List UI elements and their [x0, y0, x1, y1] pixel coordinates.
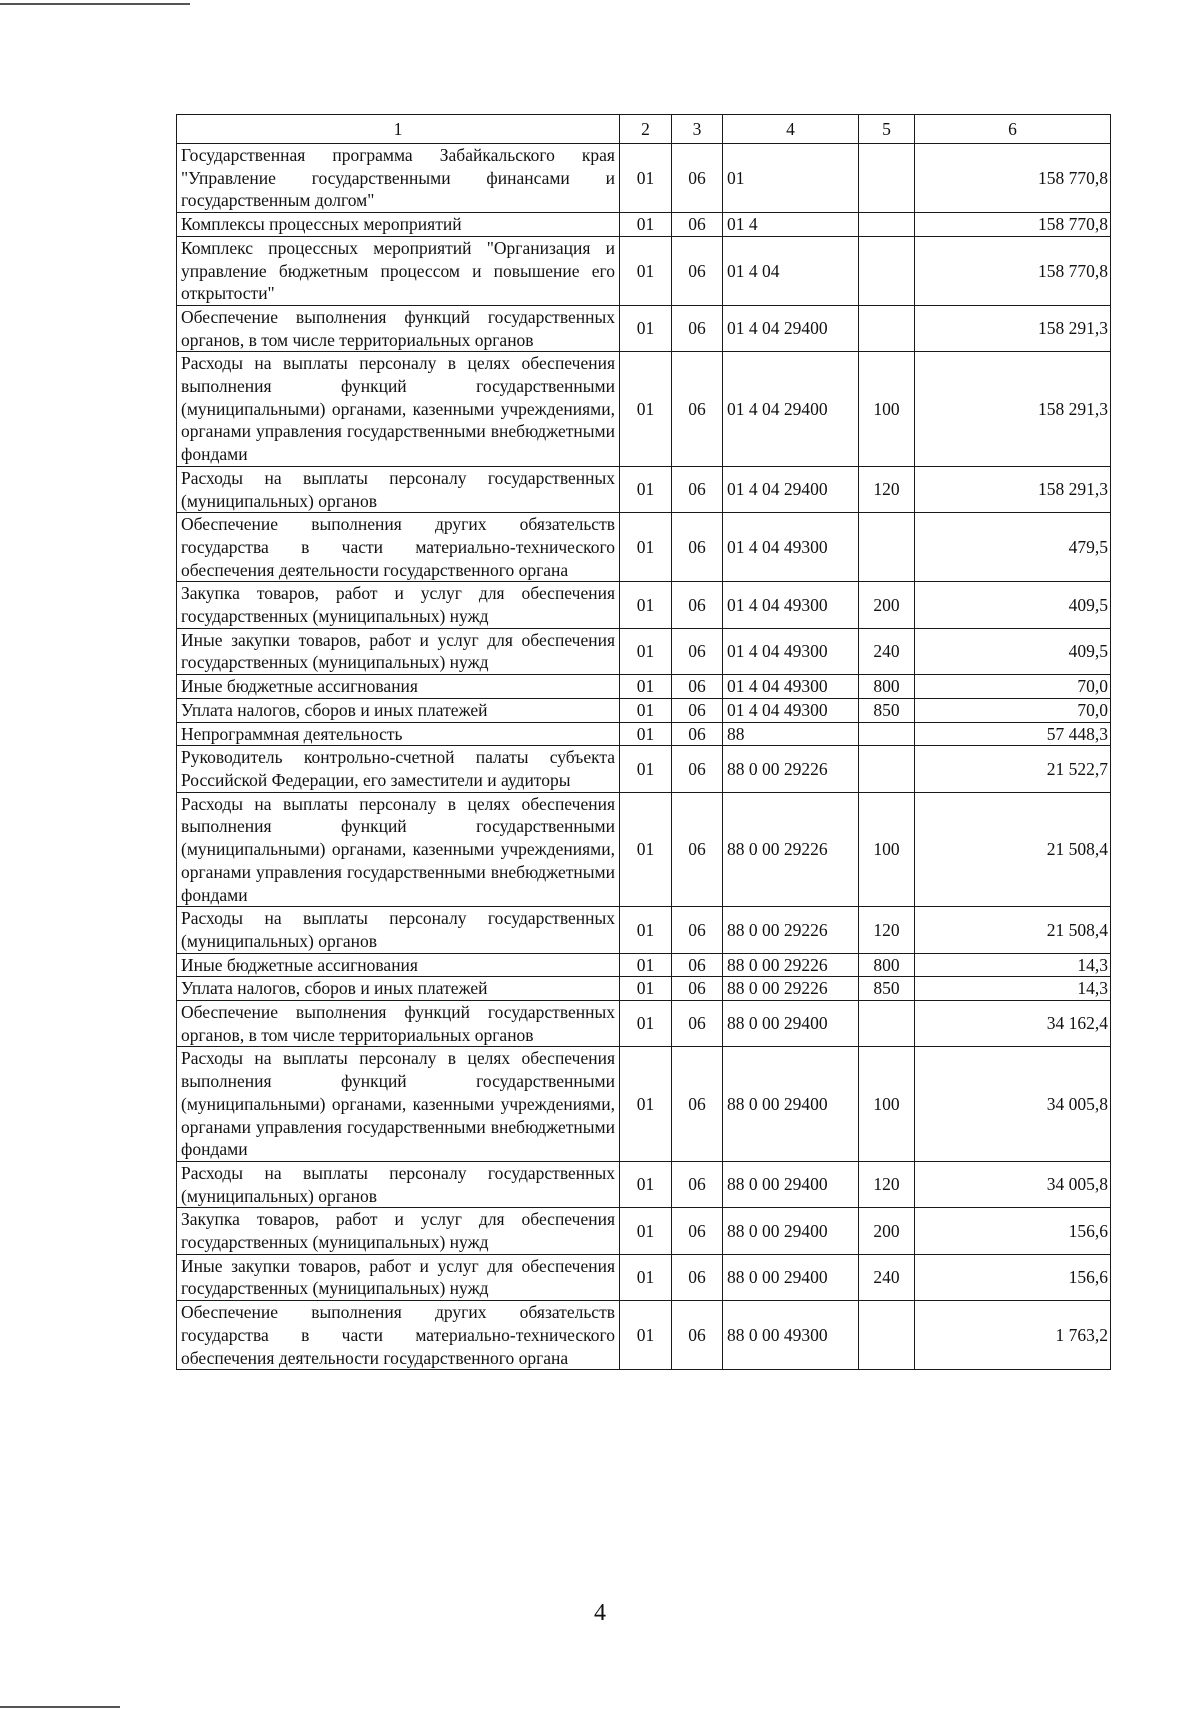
row-section-cell: 01 — [620, 352, 672, 467]
row-expense-type-cell: 200 — [859, 582, 915, 628]
row-target-article-cell: 01 — [723, 144, 859, 213]
row-amount-cell: 21 522,7 — [915, 746, 1111, 792]
row-section-cell: 01 — [620, 907, 672, 953]
table-row — [177, 953, 1111, 977]
row-subsection-cell: 06 — [672, 953, 723, 977]
row-amount-cell: 70,0 — [915, 675, 1111, 699]
row-expense-type-cell — [859, 213, 915, 237]
header-col-2: 2 — [620, 115, 672, 144]
row-section-cell: 01 — [620, 236, 672, 305]
row-amount-cell: 156,6 — [915, 1254, 1111, 1300]
table-row — [177, 1208, 1111, 1254]
row-amount-cell: 14,3 — [915, 977, 1111, 1001]
row-expense-type-cell: 200 — [859, 1208, 915, 1254]
row-expense-type-cell: 100 — [859, 792, 915, 907]
row-target-article-cell: 01 4 04 49300 — [723, 513, 859, 582]
row-subsection-cell: 06 — [672, 582, 723, 628]
row-subsection-cell: 06 — [672, 513, 723, 582]
table-row — [177, 582, 1111, 628]
row-amount-cell: 1 763,2 — [915, 1301, 1111, 1370]
row-target-article-cell: 88 0 00 49300 — [723, 1301, 859, 1370]
row-subsection-cell: 06 — [672, 628, 723, 674]
row-name-cell: Закупка товаров, работ и услуг для обеспечения государственных (муниципальных) нужд — [177, 582, 620, 628]
header-col-4: 4 — [723, 115, 859, 144]
row-name-cell: Иные бюджетные ассигнования — [177, 953, 620, 977]
table-row — [177, 466, 1111, 512]
row-expense-type-cell: 800 — [859, 675, 915, 699]
table-row — [177, 977, 1111, 1001]
row-amount-cell: 158 291,3 — [915, 466, 1111, 512]
row-section-cell: 01 — [620, 628, 672, 674]
row-target-article-cell: 88 0 00 29400 — [723, 1161, 859, 1207]
row-name-cell: Уплата налогов, сборов и иных платежей — [177, 698, 620, 722]
row-section-cell: 01 — [620, 746, 672, 792]
row-amount-cell: 409,5 — [915, 582, 1111, 628]
row-expense-type-cell: 100 — [859, 352, 915, 467]
row-expense-type-cell: 850 — [859, 698, 915, 722]
row-subsection-cell: 06 — [672, 305, 723, 351]
row-name-cell: Расходы на выплаты персоналу в целях обеспечения выполнения функций государственными (муниципальными) органами, казенными учреждениями, органами управления государственными внебюджетными фондами — [177, 1047, 620, 1162]
row-section-cell: 01 — [620, 513, 672, 582]
row-target-article-cell: 01 4 04 49300 — [723, 698, 859, 722]
row-amount-cell: 158 770,8 — [915, 213, 1111, 237]
row-subsection-cell: 06 — [672, 1161, 723, 1207]
row-amount-cell: 34 162,4 — [915, 1001, 1111, 1047]
row-section-cell: 01 — [620, 1001, 672, 1047]
table-row — [177, 907, 1111, 953]
row-name-cell: Расходы на выплаты персоналу государственных (муниципальных) органов — [177, 907, 620, 953]
row-section-cell: 01 — [620, 582, 672, 628]
table-row — [177, 1301, 1111, 1370]
row-expense-type-cell: 120 — [859, 1161, 915, 1207]
row-expense-type-cell — [859, 144, 915, 213]
row-target-article-cell: 88 0 00 29226 — [723, 792, 859, 907]
row-section-cell: 01 — [620, 698, 672, 722]
row-expense-type-cell: 240 — [859, 1254, 915, 1300]
row-name-cell: Обеспечение выполнения функций государственных органов, в том числе территориальных органов — [177, 305, 620, 351]
row-name-cell: Закупка товаров, работ и услуг для обеспечения государственных (муниципальных) нужд — [177, 1208, 620, 1254]
row-expense-type-cell — [859, 722, 915, 746]
table-row — [177, 1047, 1111, 1162]
row-section-cell: 01 — [620, 213, 672, 237]
row-subsection-cell: 06 — [672, 1047, 723, 1162]
row-subsection-cell: 06 — [672, 907, 723, 953]
row-expense-type-cell — [859, 305, 915, 351]
row-amount-cell: 34 005,8 — [915, 1161, 1111, 1207]
row-section-cell: 01 — [620, 1254, 672, 1300]
row-target-article-cell: 01 4 04 29400 — [723, 305, 859, 351]
table-row — [177, 792, 1111, 907]
row-name-cell: Иные закупки товаров, работ и услуг для обеспечения государственных (муниципальных) нужд — [177, 1254, 620, 1300]
row-name-cell: Расходы на выплаты персоналу государственных (муниципальных) органов — [177, 466, 620, 512]
row-subsection-cell: 06 — [672, 746, 723, 792]
row-target-article-cell: 01 4 04 29400 — [723, 352, 859, 467]
row-section-cell: 01 — [620, 1208, 672, 1254]
header-col-6: 6 — [915, 115, 1111, 144]
row-name-cell: Руководитель контрольно-счетной палаты субъекта Российской Федерации, его заместители и аудиторы — [177, 746, 620, 792]
table-row — [177, 746, 1111, 792]
row-name-cell: Расходы на выплаты персоналу государственных (муниципальных) органов — [177, 1161, 620, 1207]
row-target-article-cell: 88 — [723, 722, 859, 746]
row-amount-cell: 14,3 — [915, 953, 1111, 977]
table-row — [177, 628, 1111, 674]
row-amount-cell: 158 291,3 — [915, 352, 1111, 467]
row-amount-cell: 158 770,8 — [915, 236, 1111, 305]
table-row — [177, 1254, 1111, 1300]
row-subsection-cell: 06 — [672, 1254, 723, 1300]
table-row — [177, 698, 1111, 722]
row-name-cell: Расходы на выплаты персоналу в целях обеспечения выполнения функций государственными (муниципальными) органами, казенными учреждениями, органами управления государственными внебюджетными фондами — [177, 352, 620, 467]
row-section-cell: 01 — [620, 675, 672, 699]
row-amount-cell: 70,0 — [915, 698, 1111, 722]
row-expense-type-cell — [859, 1001, 915, 1047]
row-target-article-cell: 01 4 04 49300 — [723, 628, 859, 674]
row-section-cell: 01 — [620, 1301, 672, 1370]
row-expense-type-cell: 850 — [859, 977, 915, 1001]
row-expense-type-cell — [859, 513, 915, 582]
row-name-cell: Обеспечение выполнения функций государственных органов, в том числе территориальных органов — [177, 1001, 620, 1047]
row-amount-cell: 158 770,8 — [915, 144, 1111, 213]
header-col-5: 5 — [859, 115, 915, 144]
table-header-row — [177, 115, 1111, 144]
row-target-article-cell: 88 0 00 29226 — [723, 953, 859, 977]
row-name-cell: Расходы на выплаты персоналу в целях обеспечения выполнения функций государственными (муниципальными) органами, казенными учреждениями, органами управления государственными внебюджетными фондами — [177, 792, 620, 907]
table-row — [177, 305, 1111, 351]
row-expense-type-cell — [859, 1301, 915, 1370]
row-target-article-cell: 88 0 00 29226 — [723, 977, 859, 1001]
row-name-cell: Комплекс процессных мероприятий "Организация и управление бюджетным процессом и повышение его открытости" — [177, 236, 620, 305]
row-section-cell: 01 — [620, 305, 672, 351]
row-name-cell: Уплата налогов, сборов и иных платежей — [177, 977, 620, 1001]
row-subsection-cell: 06 — [672, 236, 723, 305]
table-row — [177, 144, 1111, 213]
row-amount-cell: 479,5 — [915, 513, 1111, 582]
table-row — [177, 213, 1111, 237]
scan-edge-line-bottom — [0, 1706, 120, 1708]
row-section-cell: 01 — [620, 466, 672, 512]
row-expense-type-cell: 120 — [859, 907, 915, 953]
row-expense-type-cell: 100 — [859, 1047, 915, 1162]
row-name-cell: Государственная программа Забайкальского края "Управление государственными финансами и государственным долгом" — [177, 144, 620, 213]
row-expense-type-cell — [859, 236, 915, 305]
row-subsection-cell: 06 — [672, 1001, 723, 1047]
row-section-cell: 01 — [620, 722, 672, 746]
row-section-cell: 01 — [620, 977, 672, 1001]
row-subsection-cell: 06 — [672, 213, 723, 237]
row-subsection-cell: 06 — [672, 722, 723, 746]
row-name-cell: Комплексы процессных мероприятий — [177, 213, 620, 237]
row-target-article-cell: 01 4 — [723, 213, 859, 237]
row-subsection-cell: 06 — [672, 466, 723, 512]
row-target-article-cell: 01 4 04 49300 — [723, 582, 859, 628]
row-target-article-cell: 88 0 00 29226 — [723, 907, 859, 953]
table-row — [177, 236, 1111, 305]
row-target-article-cell: 88 0 00 29226 — [723, 746, 859, 792]
budget-table — [176, 114, 1111, 1370]
row-expense-type-cell — [859, 746, 915, 792]
row-name-cell: Обеспечение выполнения других обязательств государства в части материально-технического обеспечения деятельности государственного органа — [177, 1301, 620, 1370]
scan-edge-line-top — [0, 3, 190, 5]
row-amount-cell: 21 508,4 — [915, 792, 1111, 907]
row-target-article-cell: 88 0 00 29400 — [723, 1001, 859, 1047]
row-amount-cell: 409,5 — [915, 628, 1111, 674]
row-subsection-cell: 06 — [672, 675, 723, 699]
row-section-cell: 01 — [620, 1161, 672, 1207]
header-col-1: 1 — [177, 115, 620, 144]
table-row — [177, 352, 1111, 467]
row-expense-type-cell: 800 — [859, 953, 915, 977]
header-col-3: 3 — [672, 115, 723, 144]
row-section-cell: 01 — [620, 792, 672, 907]
row-subsection-cell: 06 — [672, 352, 723, 467]
budget-table-body — [177, 115, 1111, 1370]
row-target-article-cell: 01 4 04 29400 — [723, 466, 859, 512]
row-amount-cell: 21 508,4 — [915, 907, 1111, 953]
table-row — [177, 675, 1111, 699]
row-subsection-cell: 06 — [672, 144, 723, 213]
row-amount-cell: 156,6 — [915, 1208, 1111, 1254]
row-name-cell: Непрограммная деятельность — [177, 722, 620, 746]
table-row — [177, 1001, 1111, 1047]
row-subsection-cell: 06 — [672, 1301, 723, 1370]
row-target-article-cell: 01 4 04 — [723, 236, 859, 305]
table-row — [177, 513, 1111, 582]
row-amount-cell: 57 448,3 — [915, 722, 1111, 746]
row-section-cell: 01 — [620, 953, 672, 977]
row-target-article-cell: 88 0 00 29400 — [723, 1047, 859, 1162]
table-row — [177, 722, 1111, 746]
row-target-article-cell: 88 0 00 29400 — [723, 1208, 859, 1254]
row-subsection-cell: 06 — [672, 977, 723, 1001]
row-expense-type-cell: 240 — [859, 628, 915, 674]
row-section-cell: 01 — [620, 144, 672, 213]
row-amount-cell: 158 291,3 — [915, 305, 1111, 351]
row-subsection-cell: 06 — [672, 792, 723, 907]
row-subsection-cell: 06 — [672, 1208, 723, 1254]
row-target-article-cell: 88 0 00 29400 — [723, 1254, 859, 1300]
row-name-cell: Иные бюджетные ассигнования — [177, 675, 620, 699]
row-name-cell: Иные закупки товаров, работ и услуг для обеспечения государственных (муниципальных) нужд — [177, 628, 620, 674]
page-number: 4 — [594, 1600, 606, 1626]
row-amount-cell: 34 005,8 — [915, 1047, 1111, 1162]
row-subsection-cell: 06 — [672, 698, 723, 722]
row-name-cell: Обеспечение выполнения других обязательств государства в части материально-технического обеспечения деятельности государственного органа — [177, 513, 620, 582]
table-row — [177, 1161, 1111, 1207]
row-target-article-cell: 01 4 04 49300 — [723, 675, 859, 699]
row-section-cell: 01 — [620, 1047, 672, 1162]
row-expense-type-cell: 120 — [859, 466, 915, 512]
